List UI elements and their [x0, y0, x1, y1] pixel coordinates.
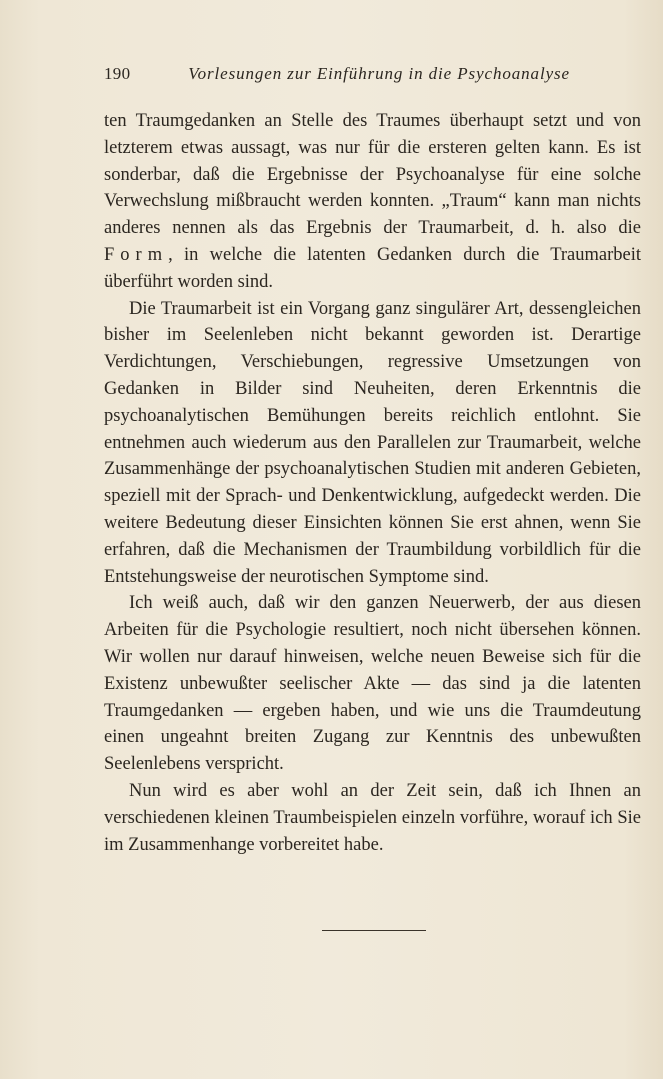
paragraph-1-part-1: ten Traumgedanken an Stelle des Traumes überhaupt setzt und von letzterem etwas aussagt, was nur für die ersteren gelten kann. Es ist sonderbar, daß die Ergebnisse der Psychoanalyse für eine solche Verwechslung mißbraucht werden konnten. „Traum“ kann man nichts anderes nennen als das Ergebnis der Traumarbeit, d. h. also die	[104, 111, 641, 239]
paragraph-1-spaced-word: Form	[104, 244, 169, 265]
body-text	[104, 108, 641, 858]
paragraph-3: Ich weiß auch, daß wir den ganzen Neuerwerb, der aus diesen Arbeiten für die Psychologie resultiert, noch nicht übersehen können. Wir wollen nur darauf hinweisen, welche neuen Beweise sich für die Existenz unbewußter seelischer Akte — das sind ja die latenten Traumgedanken — ergeben haben, und wie uns die Traumdeutung einen ungeahnt breiten Zugang zur Kenntnis des unbewußten Seelenlebens verspricht.	[104, 593, 641, 775]
paragraph-4: Nun wird es aber wohl an der Zeit sein, daß ich Ihnen an verschiedenen kleinen Traumbeispielen einzeln vorführe, worauf ich Sie im Zusammenhange vorbereitet habe.	[104, 780, 641, 855]
section-end-rule	[322, 930, 426, 931]
page-header	[104, 64, 570, 90]
paragraph-1	[104, 108, 641, 296]
paragraph-2: Die Traumarbeit ist ein Vorgang ganz singulärer Art, dessengleichen bisher im Seelenleben nicht bekannt geworden ist. Derartige Verdichtungen, Verschiebungen, regressive Umsetzungen von Gedanken in Bilder sind Neuheiten, deren Erkenntnis die psychoanalytischen Bemühungen bereits reichlich entlohnt. Sie entnehmen auch wiederum aus den Parallelen zur Traumarbeit, welche Zusammenhänge der psychoanalytischen Studien mit anderen Gebieten, speziell mit der Sprach- und Denkentwicklung, aufgedeckt werden. Die weitere Bedeutung dieser Einsichten können Sie erst ahnen, wenn Sie erfahren, daß die Mechanismen der Traumbildung vorbildlich für die Entstehungsweise der neurotischen Symptome sind.	[104, 298, 641, 587]
paragraph-1-part-2: , in welche die latenten Gedanken durch die Traumarbeit überführt worden sind.	[104, 244, 641, 292]
running-title: Vorlesungen zur Einführung in die Psychoanalyse	[188, 64, 570, 83]
page-number: 190	[104, 64, 131, 83]
